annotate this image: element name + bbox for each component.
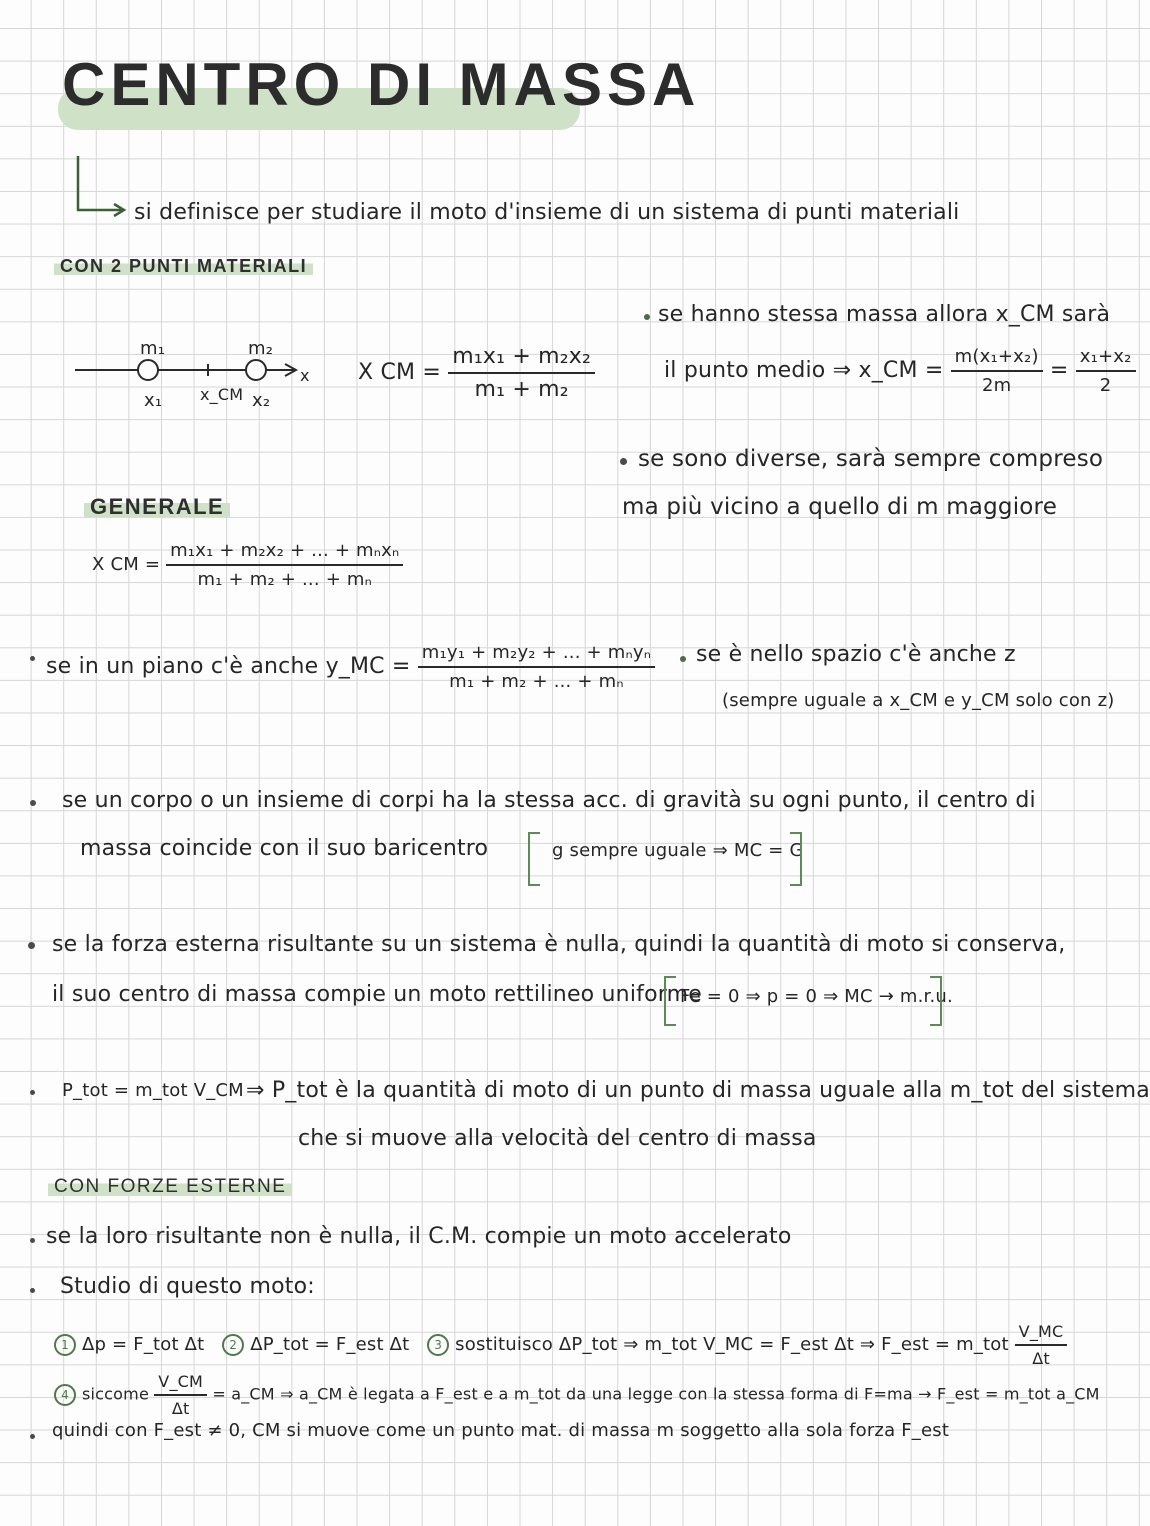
general-formula-fraction xyxy=(166,540,403,590)
general-formula-denominator: m₁ + m₂ + ... + mₙ xyxy=(197,569,373,590)
same-mass-fraction-1 xyxy=(951,346,1043,396)
diagram-axis-label: x xyxy=(300,366,310,385)
same-mass-line1: se hanno stessa massa allora x_CM sarà xyxy=(658,302,1111,327)
external-forces-line2: Studio di questo moto: xyxy=(60,1274,315,1299)
diagram-x1-label: x₁ xyxy=(144,390,163,411)
external-null-line1: se la forza esterna risultante su un sistema è nulla, quindi la quantità di moto si conserva, xyxy=(52,932,1066,957)
bullet-same-mass xyxy=(644,314,650,320)
step-2-text: ΔP_tot = F_est Δt xyxy=(250,1334,410,1355)
step-3-fraction xyxy=(1015,1322,1068,1368)
bullet-external-null xyxy=(28,942,35,949)
external-null-line2: il suo centro di massa compie un moto rettilineo uniforme xyxy=(52,982,702,1007)
bullet-different-mass xyxy=(620,458,627,465)
same-mass-fraction-2 xyxy=(1076,346,1136,396)
space-line1: se è nello spazio c'è anche z xyxy=(696,642,1016,667)
momentum-line2: che si muove alla velocità del centro di massa xyxy=(298,1126,817,1151)
bullet-plane xyxy=(30,656,35,661)
external-forces-line1: se la loro risultante non è nulla, il C.M. compie un moto accelerato xyxy=(46,1224,792,1249)
gravity-box-text: g sempre uguale ⇒ MC = G xyxy=(552,840,804,861)
two-points-formula-fraction xyxy=(448,344,595,402)
page-title: CENTRO DI MASSA xyxy=(62,51,701,118)
bullet-gravity xyxy=(30,800,36,806)
conclusion-line: quindi con F_est ≠ 0, CM si muove come un punto mat. di massa m soggetto alla sola forza F_est xyxy=(52,1420,950,1441)
plane-line-lhs: y_MC = xyxy=(325,654,411,679)
diagram-xcm-label: x_CM xyxy=(200,385,244,404)
gravity-bracket-right xyxy=(790,832,802,886)
diagram-x2-label: x₂ xyxy=(252,390,271,411)
external-null-box-text: Fe = 0 ⇒ p = 0 ⇒ MC → m.r.u. xyxy=(680,986,953,1007)
step-3-text: sostituisco ΔP_tot ⇒ m_tot V_MC = F_est Δt ⇒ F_est = m_tot xyxy=(455,1334,1009,1355)
gravity-line1: se un corpo o un insieme di corpi ha la stessa acc. di gravità su ogni punto, il centro di xyxy=(62,788,1036,813)
plane-line xyxy=(46,642,655,692)
general-formula-numerator: m₁x₁ + m₂x₂ + ... + mₙxₙ xyxy=(166,540,403,566)
step-4-fraction-num: V_CM xyxy=(154,1372,207,1396)
study-steps-row xyxy=(54,1322,1067,1368)
same-mass-line2-text: il punto medio ⇒ x_CM = xyxy=(664,358,944,383)
space-line2: (sempre uguale a x_CM e y_CM solo con z) xyxy=(722,690,1115,711)
two-points-formula xyxy=(358,344,595,402)
general-formula-lhs: X CM = xyxy=(92,554,161,575)
step-4-fraction-den: Δt xyxy=(171,1399,190,1418)
different-mass-line2: ma più vicino a quello di m maggiore xyxy=(622,494,1058,520)
momentum-formula: P_tot = m_tot V_CM xyxy=(62,1080,244,1101)
study-step-4-row xyxy=(54,1372,1100,1418)
bullet-momentum xyxy=(30,1090,35,1095)
bullet-external-line1 xyxy=(30,1238,35,1243)
plane-formula-fraction xyxy=(418,642,655,692)
bullet-conclusion xyxy=(30,1434,35,1439)
diagram-m2-label: m₂ xyxy=(248,338,274,359)
same-mass-fraction-2-den: 2 xyxy=(1099,375,1112,396)
step-1-text: Δp = F_tot Δt xyxy=(82,1334,205,1355)
gravity-bracket-left xyxy=(528,832,540,886)
step-2-marker: 2 xyxy=(222,1334,244,1356)
step-4-marker: 4 xyxy=(54,1384,76,1406)
same-mass-line2 xyxy=(664,346,1136,396)
external-null-bracket-left xyxy=(664,976,676,1026)
two-points-formula-denominator: m₁ + m₂ xyxy=(474,377,569,402)
step-4-fraction xyxy=(154,1372,207,1418)
step-4-text-b: = a_CM ⇒ a_CM è legata a F_est e a m_tot da una legge con la stessa forma di F=ma → F_est = m_tot a_CM xyxy=(212,1384,1100,1404)
step-3-fraction-den: Δt xyxy=(1032,1349,1050,1368)
step-3-marker: 3 xyxy=(427,1334,449,1356)
same-mass-fraction-1-den: 2m xyxy=(981,375,1012,396)
plane-formula-denominator: m₁ + m₂ + ... + mₙ xyxy=(449,671,624,692)
intro-text: si definisce per studiare il moto d'insieme di un sistema di punti materiali xyxy=(134,200,960,225)
step-4-text-a: siccome xyxy=(82,1384,149,1404)
same-mass-fraction-2-num: x₁+x₂ xyxy=(1076,346,1136,372)
step-3-fraction-num: V_MC xyxy=(1015,1322,1068,1346)
step-1-marker: 1 xyxy=(54,1334,76,1356)
heading-external-forces: CON FORZE ESTERNE xyxy=(48,1176,292,1198)
external-null-bracket-right xyxy=(930,976,942,1026)
intro-arrow-icon xyxy=(70,152,130,220)
general-formula xyxy=(92,540,403,590)
same-mass-fraction-1-num: m(x₁+x₂) xyxy=(951,346,1043,372)
heading-general: GENERALE xyxy=(84,494,230,520)
diagram-m1-label: m₁ xyxy=(140,338,166,359)
gravity-line2: massa coincide con il suo baricentro xyxy=(80,836,489,861)
bullet-external-line2 xyxy=(30,1288,35,1293)
equals-sign: = xyxy=(1049,358,1069,383)
two-points-diagram xyxy=(70,330,320,420)
two-points-formula-numerator: m₁x₁ + m₂x₂ xyxy=(448,344,595,374)
plane-formula-numerator: m₁y₁ + m₂y₂ + ... + mₙyₙ xyxy=(418,642,655,668)
heading-two-points: CON 2 PUNTI MATERIALI xyxy=(54,256,313,277)
bullet-space xyxy=(680,656,686,662)
two-points-formula-lhs: X CM = xyxy=(358,360,442,385)
momentum-line1: ⇒ P_tot è la quantità di moto di un punto di massa uguale alla m_tot del sistema xyxy=(246,1078,1150,1103)
plane-line-text: se in un piano c'è anche xyxy=(46,654,319,679)
different-mass-line1: se sono diverse, sarà sempre compreso xyxy=(638,446,1104,472)
